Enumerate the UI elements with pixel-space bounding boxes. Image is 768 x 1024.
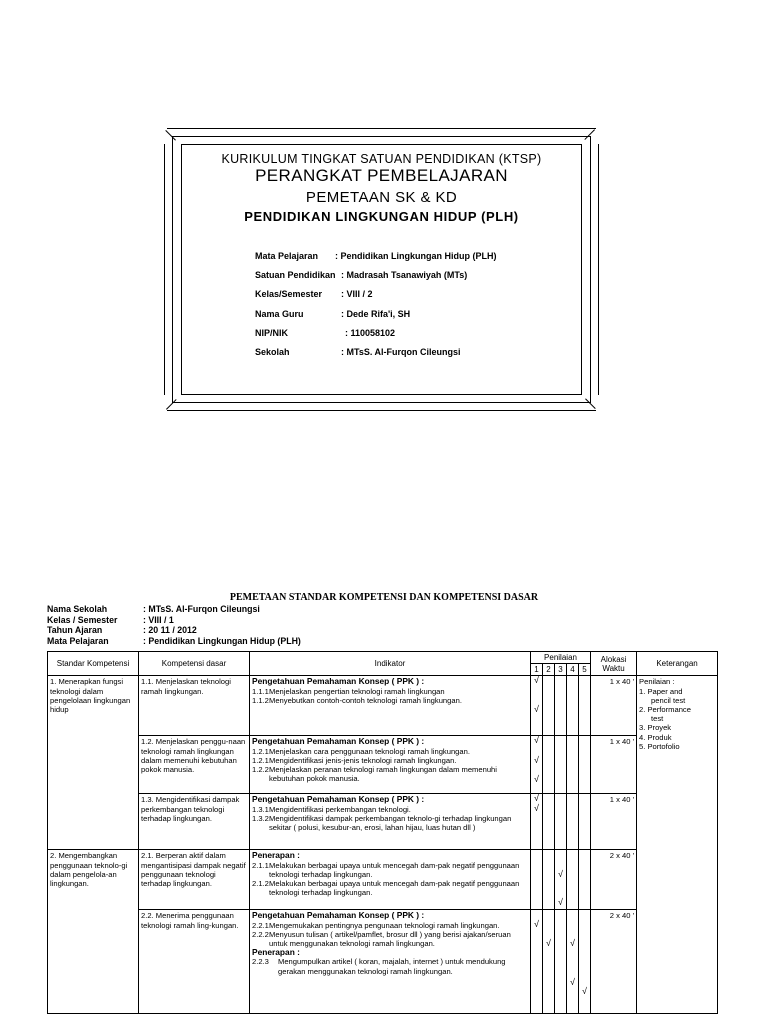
check-mark: √ xyxy=(558,868,563,879)
table-row xyxy=(48,736,718,794)
check-cell xyxy=(567,910,579,1014)
indikator-cell: Penerapan : 2.1.1 Melakukan berbagai upaya untuk mencegah dam-pak negatif penggunaan teknologi terhadap lingkungan. 2.1.2 Melakukan berbagai upaya untuk mencegah dam-pak negatif penggunaan teknologi terhadap lingkungan. xyxy=(250,850,531,910)
check-mark: √ xyxy=(534,704,539,715)
check-mark: √ xyxy=(534,803,539,813)
check-cell xyxy=(555,850,567,910)
table-row xyxy=(48,850,718,910)
check-mark: √ xyxy=(534,735,539,746)
check-mark: √ xyxy=(582,986,587,997)
kd-cell: 2.2. Menerima penggunaan teknologi ramah ling-kungan. xyxy=(139,910,250,1014)
check-cell xyxy=(531,910,543,1014)
check-cell xyxy=(543,910,555,1014)
header-penilaian-3: 3 xyxy=(555,664,567,676)
cover-frame: KURIKULUM TINGKAT SATUAN PENDIDIKAN (KTSP) PERANGKAT PEMBELAJARAN PEMETAAN SK & KD PENDIDIKAN LINGKUNGAN HIDUP (PLH) Mata Pelajaran : Pendidikan Lingkungan Hidup (PLH) Satuan Pendidikan : Madrasah Tsanawiyah (MTs) Kelas/Semester : VIII / 2 Nama Guru : Dede Rifa'i, SH NIP/NIK : 110058102 Sekolah : MTsS. Al-Furqon Cileungsi xyxy=(163,126,600,413)
sk-cell: 2. Mengembangkan penggunaan teknolo-gi dalam pengelola-an lingkungan. xyxy=(48,850,139,1014)
check-mark: √ xyxy=(546,938,551,949)
indikator-cell: Pengetahuan Pemahaman Konsep ( PPK ) : 1.2.1 Menjelaskan cara penggunaan teknologi ramah lingkungan. 1.2.1 Mengidentifikasi jenis-jenis teknologi ramah lingkungan. 1.2.2 Menjelaskan peranan teknologi ramah lingkungan dalam memenuhi kebutuhan pokok manusia. xyxy=(250,736,531,794)
header-penilaian-5: 5 xyxy=(579,664,591,676)
header-penilaian-4: 4 xyxy=(567,664,579,676)
keterangan-cell: Penilaian : 1. Paper and pencil test 2. Performance test 3. Proyek 4. Produk 5. Portofolio xyxy=(637,676,718,1014)
curriculum-title: KURIKULUM TINGKAT SATUAN PENDIDIKAN (KTSP) xyxy=(221,152,542,166)
kd-cell: 1.3. Mengidentifikasi dampak perkembangan teknologi terhadap lingkungan. xyxy=(139,794,250,850)
check-mark: √ xyxy=(570,938,575,949)
alokasi-cell: 2 x 40 ' xyxy=(591,850,637,910)
check-cell xyxy=(531,794,543,850)
check-mark: √ xyxy=(534,675,539,686)
kd-cell: 1.2. Menjelaskan penggu-naan teknologi ramah lingkungan dalam memenuhi kebutuhan pokok manusia. xyxy=(139,736,250,794)
header-penilaian-1: 1 xyxy=(531,664,543,676)
sk-cell: 1. Menerapkan fungsi teknologi dalam pengelolaan lingkungan hidup xyxy=(48,676,139,850)
header-penilaian: Penilaian xyxy=(531,652,591,664)
check-mark: √ xyxy=(570,976,575,987)
mapping-table xyxy=(47,651,718,1014)
indikator-cell: Pengetahuan Pemahaman Konsep ( PPK ) : 1.1.1 Menjelaskan pengertian teknologi ramah lingkungan 1.1.2 Menyebutkan contoh-contoh teknologi ramah lingkungan. xyxy=(250,676,531,736)
alokasi-cell: 2 x 40 ' xyxy=(591,910,637,1014)
subject-title: PENDIDIKAN LINGKUNGAN HIDUP (PLH) xyxy=(244,209,519,224)
kd-cell: 1.1. Menjelaskan teknologi ramah lingkungan. xyxy=(139,676,250,736)
check-mark: √ xyxy=(534,754,539,765)
kd-cell: 2.1. Berperan aktif dalam mengantisipasi dampak negatif penggunaan teknologi terhadap lingkungan. xyxy=(139,850,250,910)
table-row xyxy=(48,676,718,736)
document-title: PERANGKAT PEMBELAJARAN xyxy=(255,166,508,185)
header-kompetensi-dasar: Kompetensi dasar xyxy=(139,652,250,676)
check-mark: √ xyxy=(534,773,539,784)
section-title: PEMETAAN STANDAR KOMPETENSI DAN KOMPETENSI DASAR xyxy=(229,592,539,603)
header-keterangan: Keterangan xyxy=(637,652,718,676)
cover-heading xyxy=(163,152,600,224)
header-indikator: Indikator xyxy=(250,652,531,676)
check-cell xyxy=(531,676,543,736)
check-mark: √ xyxy=(558,897,563,908)
table-row xyxy=(48,794,718,850)
check-cell xyxy=(579,910,591,1014)
header-standar-kompetensi: Standar Kompetensi xyxy=(48,652,139,676)
check-mark: √ xyxy=(534,793,539,804)
indikator-cell: Pengetahuan Pemahaman Konsep ( PPK ) : 1.3.1 Mengidentifikasi perkembangan teknologi. 1.3.2 Mengidentifikasi dampak perkembangan teknolo-gi terhadap lingkungan sekitar ( polusi, kesubur-an, erosi, lahan hijau, luas hutan dll ) xyxy=(250,794,531,850)
alokasi-cell: 1 x 40 ' xyxy=(591,794,637,850)
header-alokasi-waktu: Alokasi Waktu xyxy=(591,652,637,676)
table-row xyxy=(48,910,718,1014)
indikator-cell: Pengetahuan Pemahaman Konsep ( PPK ) : 2.2.1 Mengemukakan pentingnya pengunaan teknologi ramah lingkungan. 2.2.2 Menyusun tulisan ( artikel/pamflet, brosur dll ) yang berisi ajakan/seruan untuk menggunakan teknologi ramah lingkungan. Penerapan : 2.2.3 Mengumpulkan artikel ( koran, majalah, internet ) untuk mendukung gerakan menggunakan teknologi ramah lingkungan. xyxy=(250,910,531,1014)
check-cell xyxy=(531,736,543,794)
check-mark: √ xyxy=(534,919,539,929)
header-penilaian-2: 2 xyxy=(543,664,555,676)
alokasi-cell: 1 x 40 ' xyxy=(591,676,637,736)
document-subtitle: PEMETAAN SK & KD xyxy=(305,189,458,206)
alokasi-cell: 1 x 40 ' xyxy=(591,736,637,794)
